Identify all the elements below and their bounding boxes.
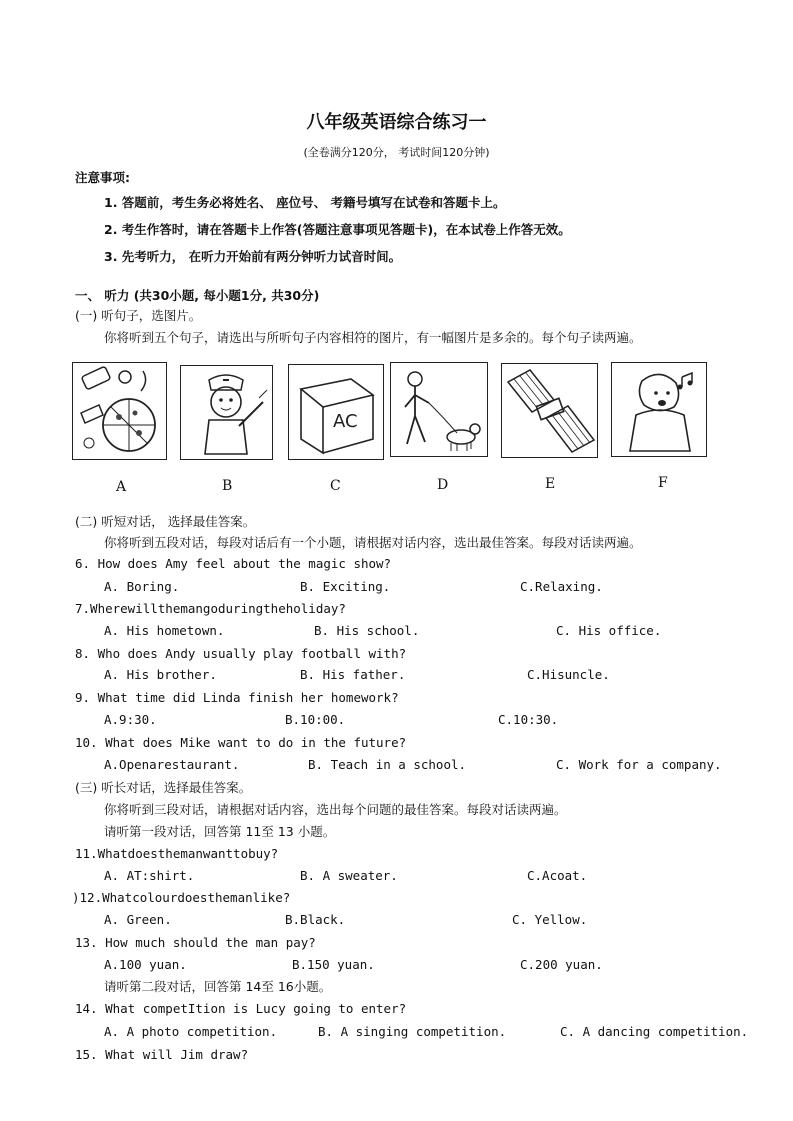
q12-option-b: B.Black. [285, 912, 346, 927]
pizza-icon [72, 362, 167, 460]
q13-option-c: C.200 yuan. [520, 957, 603, 972]
picture-letter-b: B [222, 478, 233, 494]
q12-option-c: C. Yellow. [512, 912, 588, 927]
picture-letter-a: A [116, 479, 127, 495]
picture-letter-f: F [658, 475, 668, 491]
q7-option-a: A. His hometown. [104, 623, 225, 638]
q7-option-c: C. His office. [556, 623, 662, 638]
picture-letter-e: E [545, 476, 556, 492]
q7-option-b: B. His school. [314, 623, 420, 638]
q10-option-c: C. Work for a company. [556, 757, 722, 772]
part1-heading: (一) 听句子，选图片。 [75, 308, 202, 323]
notice-item-1: 1. 答题前，考生务必将姓名、 座位号、 考籍号填写在试卷和答题卡上。 [104, 195, 506, 210]
q9-option-c: C.10:30. [498, 712, 559, 727]
question-8: 8. Who does Andy usually play football with? [75, 646, 407, 661]
q6-option-c: C.Relaxing. [520, 579, 603, 594]
question-10: 10. What does Mike want to do in the future? [75, 735, 407, 750]
q12-option-a: A. Green. [104, 912, 172, 927]
q13-option-a: A.100 yuan. [104, 957, 187, 972]
notice-item-3: 3. 先考听力， 在听力开始前有两分钟听力试音时间。 [104, 249, 402, 264]
singing-boy-icon [611, 362, 707, 457]
picture-letter-d: D [437, 477, 449, 493]
picture-letter-c: C [330, 478, 341, 494]
part3-instruction: 你将听到三段对话，请根据对话内容，选出每个问题的最佳答案。每段对话读两遍。 [104, 802, 567, 817]
page-title: 八年级英语综合练习一 [306, 112, 487, 133]
question-7: 7.Wherewillthemangoduringtheholiday? [75, 601, 346, 616]
q8-option-b: B. His father. [300, 667, 406, 682]
q8-option-c: C.Hisuncle. [527, 667, 610, 682]
part2-instruction: 你将听到五段对话，每段对话后有一个小题，请根据对话内容，选出最佳答案。每段对话读两遍。 [104, 535, 642, 550]
nurse-icon [180, 365, 273, 460]
q10-option-b: B. Teach in a school. [308, 757, 467, 772]
q11-option-b: B. A sweater. [300, 868, 398, 883]
q14-option-b: B. A singing competition. [318, 1024, 507, 1039]
q13-option-b: B.150 yuan. [292, 957, 375, 972]
dialog-1-instruction: 请听第一段对话，回答第 11至 13 小题。 [104, 824, 336, 839]
q6-option-b: B. Exciting. [300, 579, 391, 594]
part2-heading: (二) 听短对话， 选择最佳答案。 [75, 514, 256, 529]
svg-text:AC: AC [333, 411, 358, 432]
part1-instruction: 你将听到五个句子，请选出与所听句子内容相符的图片，有一幅图片是多余的。每个句子读两遍。 [104, 330, 642, 345]
q6-option-a: A. Boring. [104, 579, 180, 594]
satellite-icon [501, 363, 598, 458]
section-heading: 一、 听力 (共30小题, 每小题1分, 共30分) [75, 288, 320, 303]
notice-item-2: 2. 考生作答时，请在答题卡上作答(答题注意事项见答题卡)，在本试卷上作答无效。 [104, 222, 571, 237]
q11-option-a: A. AT:shirt. [104, 868, 195, 883]
dog-walk-icon [390, 362, 488, 457]
book-icon [288, 364, 384, 460]
question-12: )12.Whatcolourdoesthemanlike? [72, 890, 291, 905]
question-9: 9. What time did Linda finish her homework? [75, 690, 399, 705]
q10-option-a: A.Openarestaurant. [104, 757, 240, 772]
q9-option-b: B.10:00. [285, 712, 346, 727]
page-subtitle: (全卷满分120分， 考试时间120分钟) [303, 146, 490, 159]
question-13: 13. How much should the man pay? [75, 935, 316, 950]
notice-heading: 注意事项: [75, 170, 130, 185]
q11-option-c: C.Acoat. [527, 868, 588, 883]
q9-option-a: A.9:30. [104, 712, 157, 727]
question-14: 14. What competItion is Lucy going to enter? [75, 1001, 407, 1016]
part3-heading: (三) 听长对话，选择最佳答案。 [75, 780, 252, 795]
question-6: 6. How does Amy feel about the magic show? [75, 556, 392, 571]
q8-option-a: A. His brother. [104, 667, 217, 682]
q14-option-c: C. A dancing competition. [560, 1024, 749, 1039]
question-11: 11.Whatdoesthemanwanttobuy? [75, 846, 279, 861]
dialog-2-instruction: 请听第二段对话，回答第 14至 16小题。 [104, 979, 332, 994]
q14-option-a: A. A photo competition. [104, 1024, 278, 1039]
question-15: 15. What will Jim draw? [75, 1047, 249, 1062]
